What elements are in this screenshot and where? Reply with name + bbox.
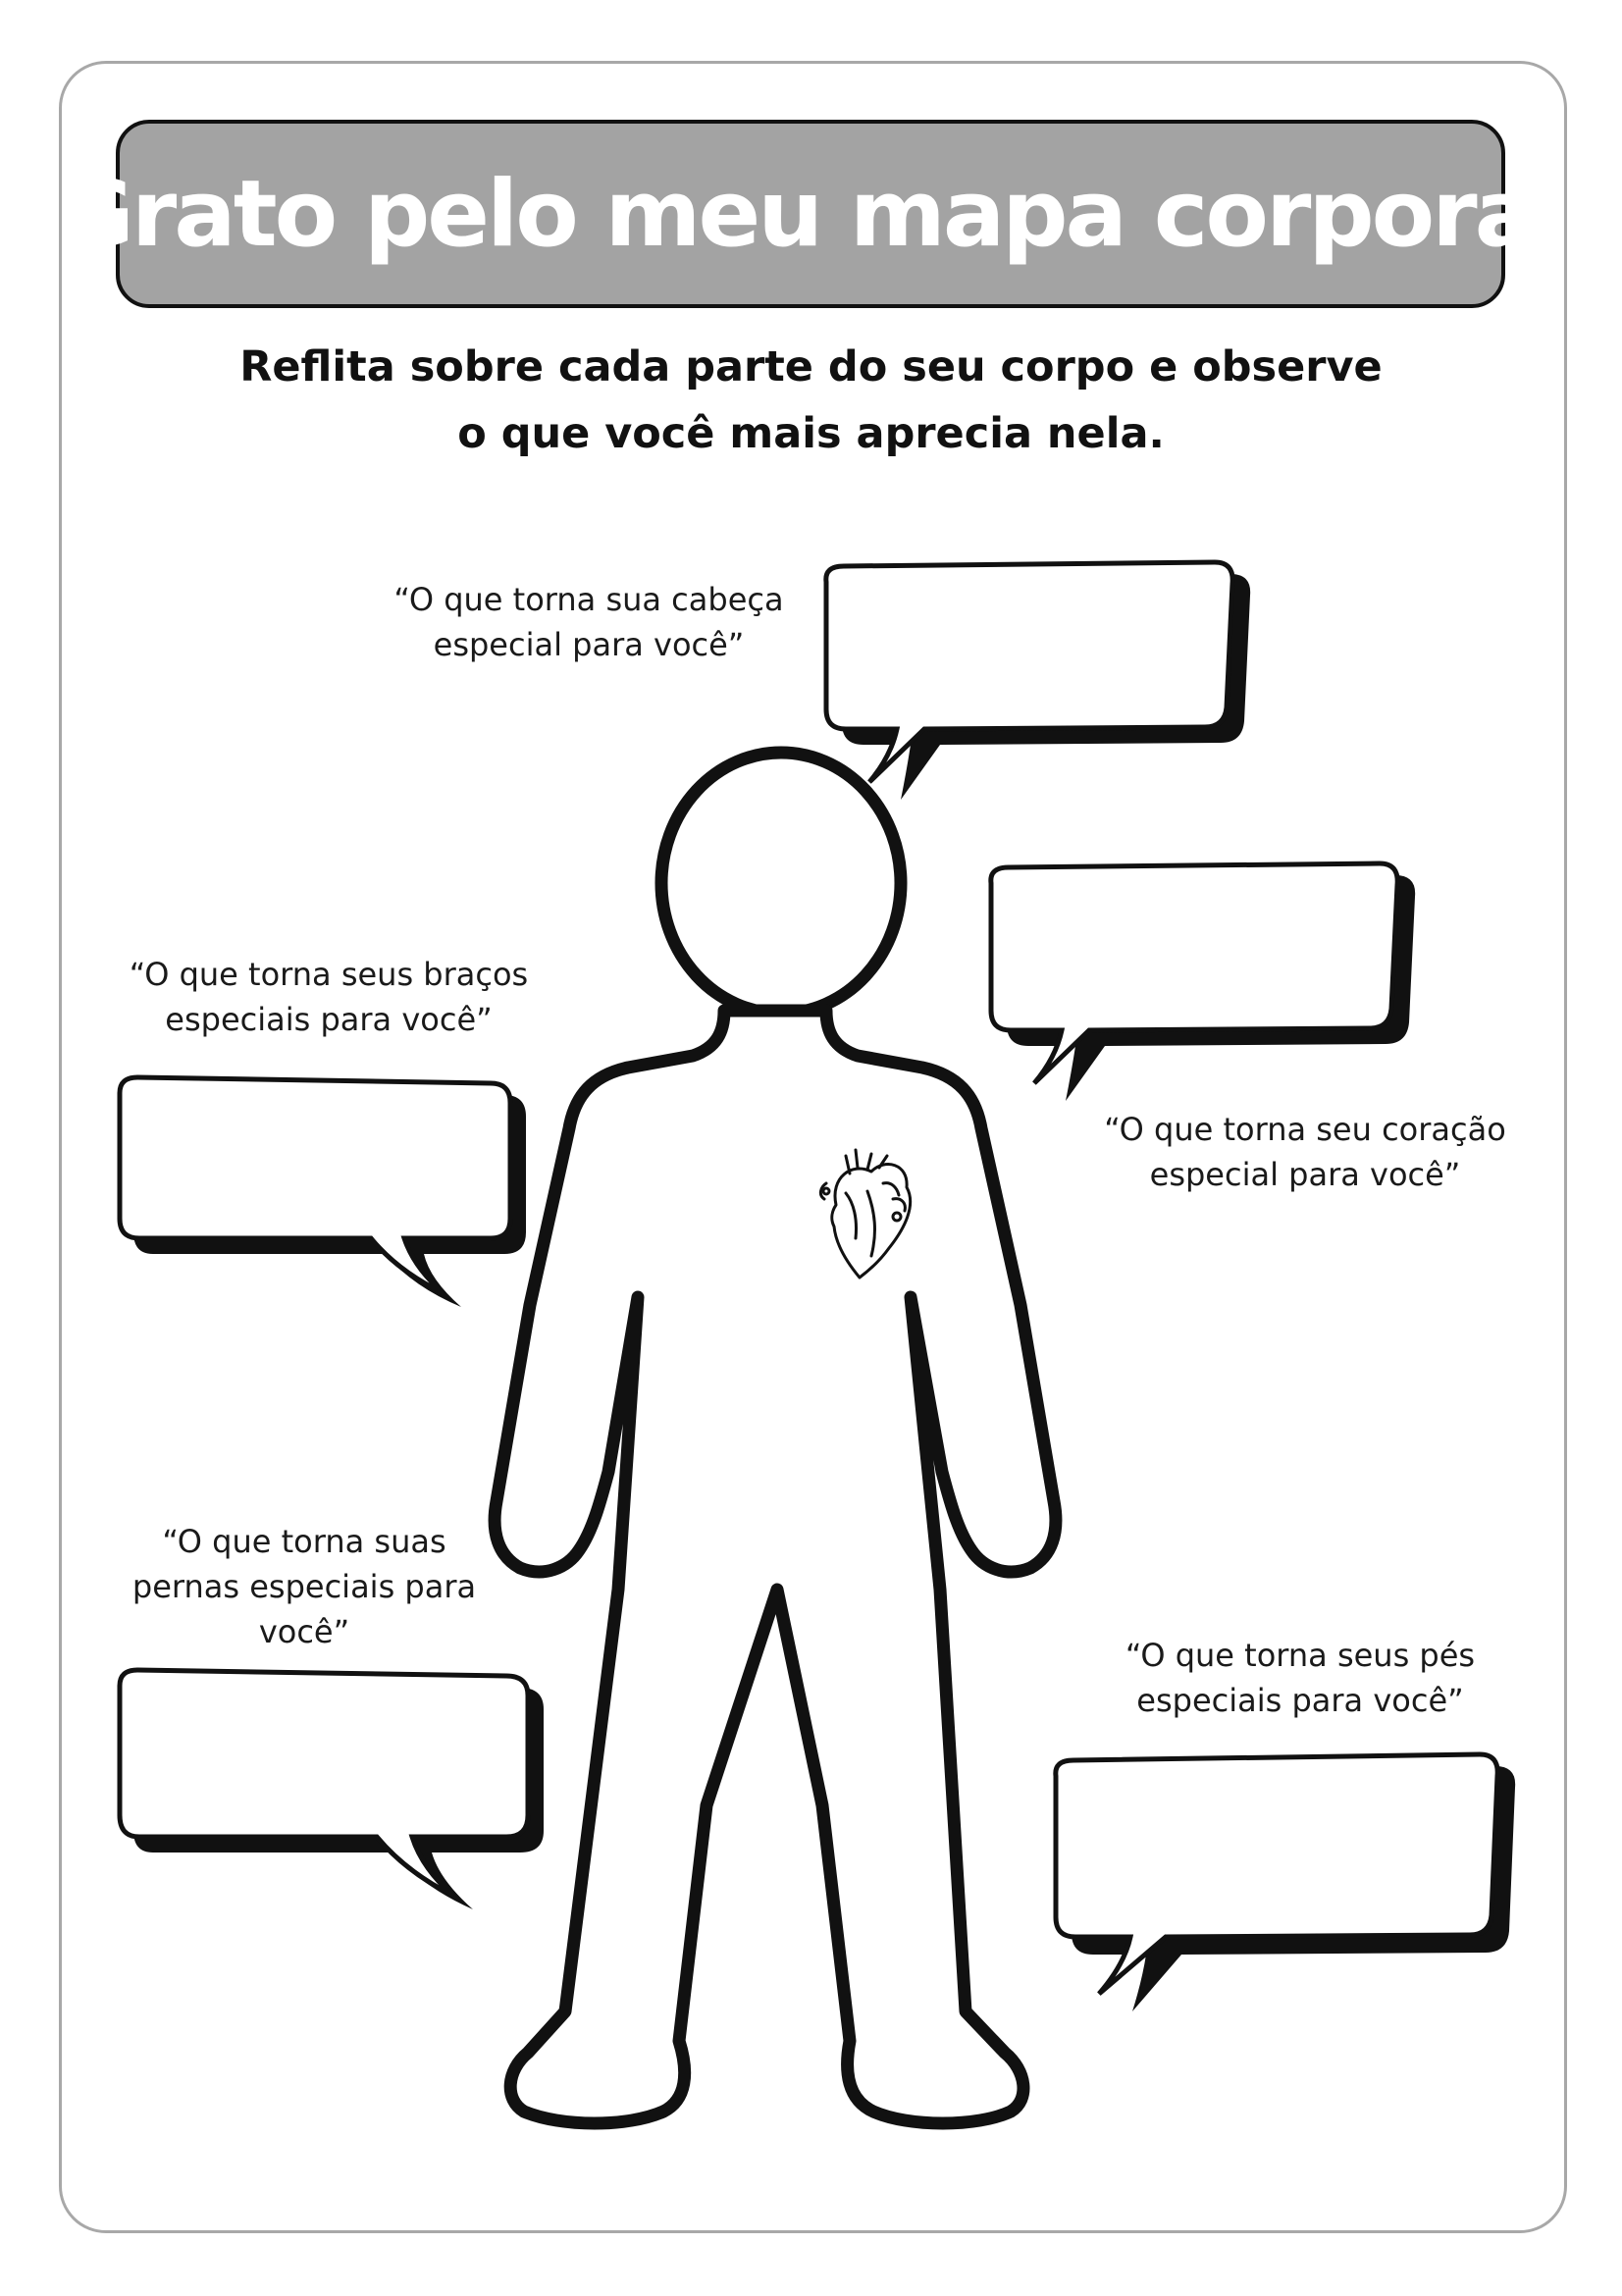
speech-bubble-legs [120,1670,544,1909]
torso-outline [495,1011,1056,2123]
body-outline-icon [495,753,1056,2123]
prompt-arms: “O que torna seus braços especiais para você” [129,956,529,1038]
speech-bubble-head [826,562,1250,800]
prompt-head: “O que torna sua cabeça especial para você” [393,581,784,663]
prompt-heart: “O que torna seu coração especial para você” [1104,1111,1506,1193]
prompt-feet: “O que torna seus pés especiais para você” [1125,1637,1476,1719]
page-title: Grato pelo meu mapa corporal [58,160,1563,268]
page-subtitle: Reflita sobre cada parte do seu corpo e observe o que você mais aprecia nela. [239,342,1383,458]
head-outline [661,753,901,1014]
speech-bubble-arms [120,1077,526,1307]
prompt-legs: “O que torna suas pernas especiais para você” [131,1523,477,1650]
speech-bubble-heart [991,863,1415,1101]
speech-bubble-feet [1056,1754,1515,2011]
